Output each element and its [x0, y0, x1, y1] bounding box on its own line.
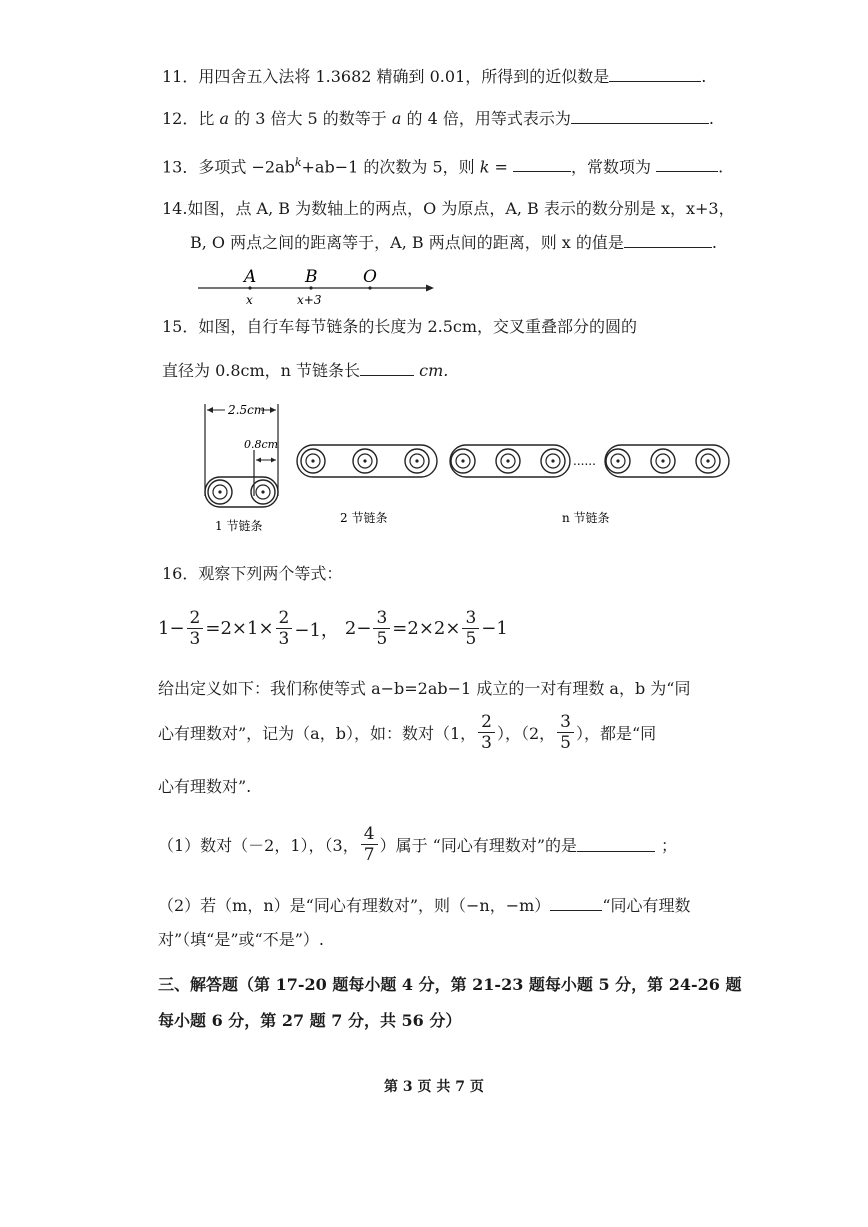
- answer-blank[interactable]: [609, 67, 701, 82]
- fraction: [373, 608, 390, 649]
- caption-one-link: 1 节链条: [215, 519, 263, 533]
- numerator: 2: [481, 712, 492, 732]
- text: ，常数项为: [571, 157, 652, 177]
- denominator: 5: [373, 628, 390, 649]
- n-link-chain: [450, 445, 729, 477]
- part-1-text: ）属于 “同心有理数对”的是: [379, 836, 578, 855]
- eq2-mid: =2×2×: [392, 618, 461, 639]
- label-x: x: [246, 293, 253, 307]
- eq2-end: −1: [481, 618, 508, 639]
- question-12: [162, 108, 714, 130]
- label-b: B: [305, 267, 318, 287]
- answer-blank[interactable]: [571, 109, 709, 124]
- semicolon: ；: [661, 836, 678, 855]
- arrow-head-icon: [426, 285, 434, 292]
- ellipsis-dots: ......: [573, 454, 596, 468]
- eq1-mid: =2×1×: [205, 618, 274, 639]
- eq1-lhs: 1−: [158, 618, 185, 639]
- fraction: [187, 608, 204, 649]
- numerator: 3: [376, 608, 388, 628]
- period: .: [718, 157, 724, 177]
- question-text: B, O 两点之间的距离等于，A, B 两点间的距离，则 x 的值是: [190, 233, 624, 252]
- text: 的 4 倍，用等式表示为: [401, 109, 571, 128]
- numerator: 3: [560, 712, 571, 732]
- denominator: 5: [462, 628, 479, 649]
- dim-label-0-8cm: 0.8cm: [244, 438, 279, 451]
- question-number: 14.: [162, 199, 188, 218]
- variable-a: a: [391, 109, 402, 128]
- caption-n-links: n 节链条: [562, 511, 610, 525]
- question-11: [162, 66, 706, 88]
- text: =: [489, 157, 514, 177]
- label-a: A: [244, 267, 257, 287]
- fraction: [276, 608, 293, 649]
- question-text: 直径为 0.8cm，n 节链条长: [162, 361, 361, 380]
- question-15-line-2: [162, 360, 448, 382]
- part-2-text: （2）若（m，n）是“同心有理数对”，则（−n，−m）: [158, 896, 551, 915]
- definition-text: 心有理数对”.: [158, 777, 252, 796]
- variable-a: a: [219, 109, 230, 128]
- exponent-k: k: [294, 156, 302, 169]
- answer-blank-constant[interactable]: [656, 157, 718, 172]
- answer-blank[interactable]: [624, 233, 712, 248]
- question-number: 15．: [162, 317, 199, 336]
- section-3-heading-line-1: [158, 974, 742, 996]
- part-2-text: 对”（填“是”或“不是”）.: [158, 930, 324, 949]
- question-text: 观察下列两个等式：: [198, 564, 343, 583]
- question-13: [162, 152, 723, 178]
- text: +ab−1 的次数为 5，则: [301, 157, 480, 177]
- definition-text: 给出定义如下：我们称使等式 a−b=2ab−1 成立的一对有理数 a，b 为“同: [158, 679, 691, 698]
- question-number: 11．: [162, 67, 199, 86]
- dim-label-2-5cm: 2.5cm: [228, 403, 266, 417]
- text: 多项式 −2ab: [198, 157, 295, 177]
- eq1-end: −1，: [294, 619, 339, 641]
- question-15-line-1: [162, 316, 637, 338]
- equation-pair: [158, 608, 508, 649]
- page-number: 第 3 页 共 7 页: [384, 1079, 484, 1095]
- two-link-chain: [297, 445, 437, 477]
- section-heading: 三、解答题（第 17-20 题每小题 4 分，第 21-23 题每小题 5 分，第 24-26 题: [158, 975, 742, 994]
- answer-blank[interactable]: [577, 837, 655, 852]
- question-14-line-2: [190, 232, 717, 254]
- definition-line-1: [158, 678, 690, 700]
- one-link-chain: [205, 401, 278, 507]
- period: .: [708, 109, 714, 128]
- question-text: 用四舍五入法将 1.3682 精确到 0.01，所得到的近似数是: [198, 67, 610, 86]
- fraction: [361, 824, 378, 865]
- part-2-line-1: [158, 895, 691, 917]
- numerator: 2: [189, 608, 201, 628]
- question-14-line-1: [162, 198, 735, 220]
- numerator: 3: [465, 608, 477, 628]
- unit-text: cm.: [414, 361, 449, 380]
- numerator: 4: [363, 824, 375, 844]
- question-16-line-1: [162, 563, 342, 585]
- part-1-text: （1）数对（－2，1），（3，: [158, 836, 359, 855]
- denominator: 7: [361, 844, 378, 865]
- caption-two-links: 2 节链条: [340, 511, 388, 525]
- text: 比: [198, 109, 220, 128]
- definition-line-3: [158, 776, 251, 798]
- page-footer: [384, 1076, 484, 1098]
- text: 的 3 倍大 5 的数等于: [229, 109, 392, 128]
- denominator: 3: [276, 628, 293, 649]
- part-1: [158, 824, 677, 865]
- denominator: 3: [187, 628, 204, 649]
- numerator: 2: [278, 608, 290, 628]
- question-text: 如图，点 A, B 为数轴上的两点，O 为原点，A, B 表示的数分别是 x，x+3，: [187, 199, 735, 218]
- answer-blank-degree[interactable]: [513, 157, 571, 172]
- fraction: [462, 608, 479, 649]
- part-2-text: “同心有理数: [602, 896, 691, 915]
- fraction: [557, 712, 574, 753]
- part-2-line-2: [158, 929, 324, 951]
- definition-text: ），（2，: [496, 724, 556, 743]
- question-text: 如图，自行车每节链条的长度为 2.5cm，交叉重叠部分的圆的: [198, 317, 638, 336]
- question-number: 12．: [162, 109, 199, 128]
- definition-text: ），都是“同: [576, 724, 657, 743]
- eq2-lhs: 2−: [344, 618, 372, 639]
- label-o: O: [363, 267, 377, 287]
- answer-blank[interactable]: [550, 896, 602, 911]
- section-3-heading-line-2: [158, 1010, 461, 1032]
- fraction: [478, 712, 495, 753]
- question-number: 13．: [162, 157, 199, 177]
- denominator: 3: [478, 732, 495, 753]
- answer-blank[interactable]: [360, 361, 414, 376]
- period: .: [701, 67, 707, 86]
- section-heading: 每小题 6 分，第 27 题 7 分，共 56 分）: [158, 1011, 462, 1030]
- question-number: 16．: [162, 564, 199, 583]
- variable-k: k: [479, 157, 490, 177]
- period: .: [711, 233, 717, 252]
- bicycle-chain-figure: [195, 396, 735, 536]
- definition-line-2: [158, 712, 656, 753]
- number-line-figure: [190, 260, 450, 312]
- definition-text: 心有理数对”，记为（a，b），如：数对（1，: [158, 724, 477, 743]
- label-x-plus-3: x+3: [297, 293, 322, 307]
- denominator: 5: [557, 732, 574, 753]
